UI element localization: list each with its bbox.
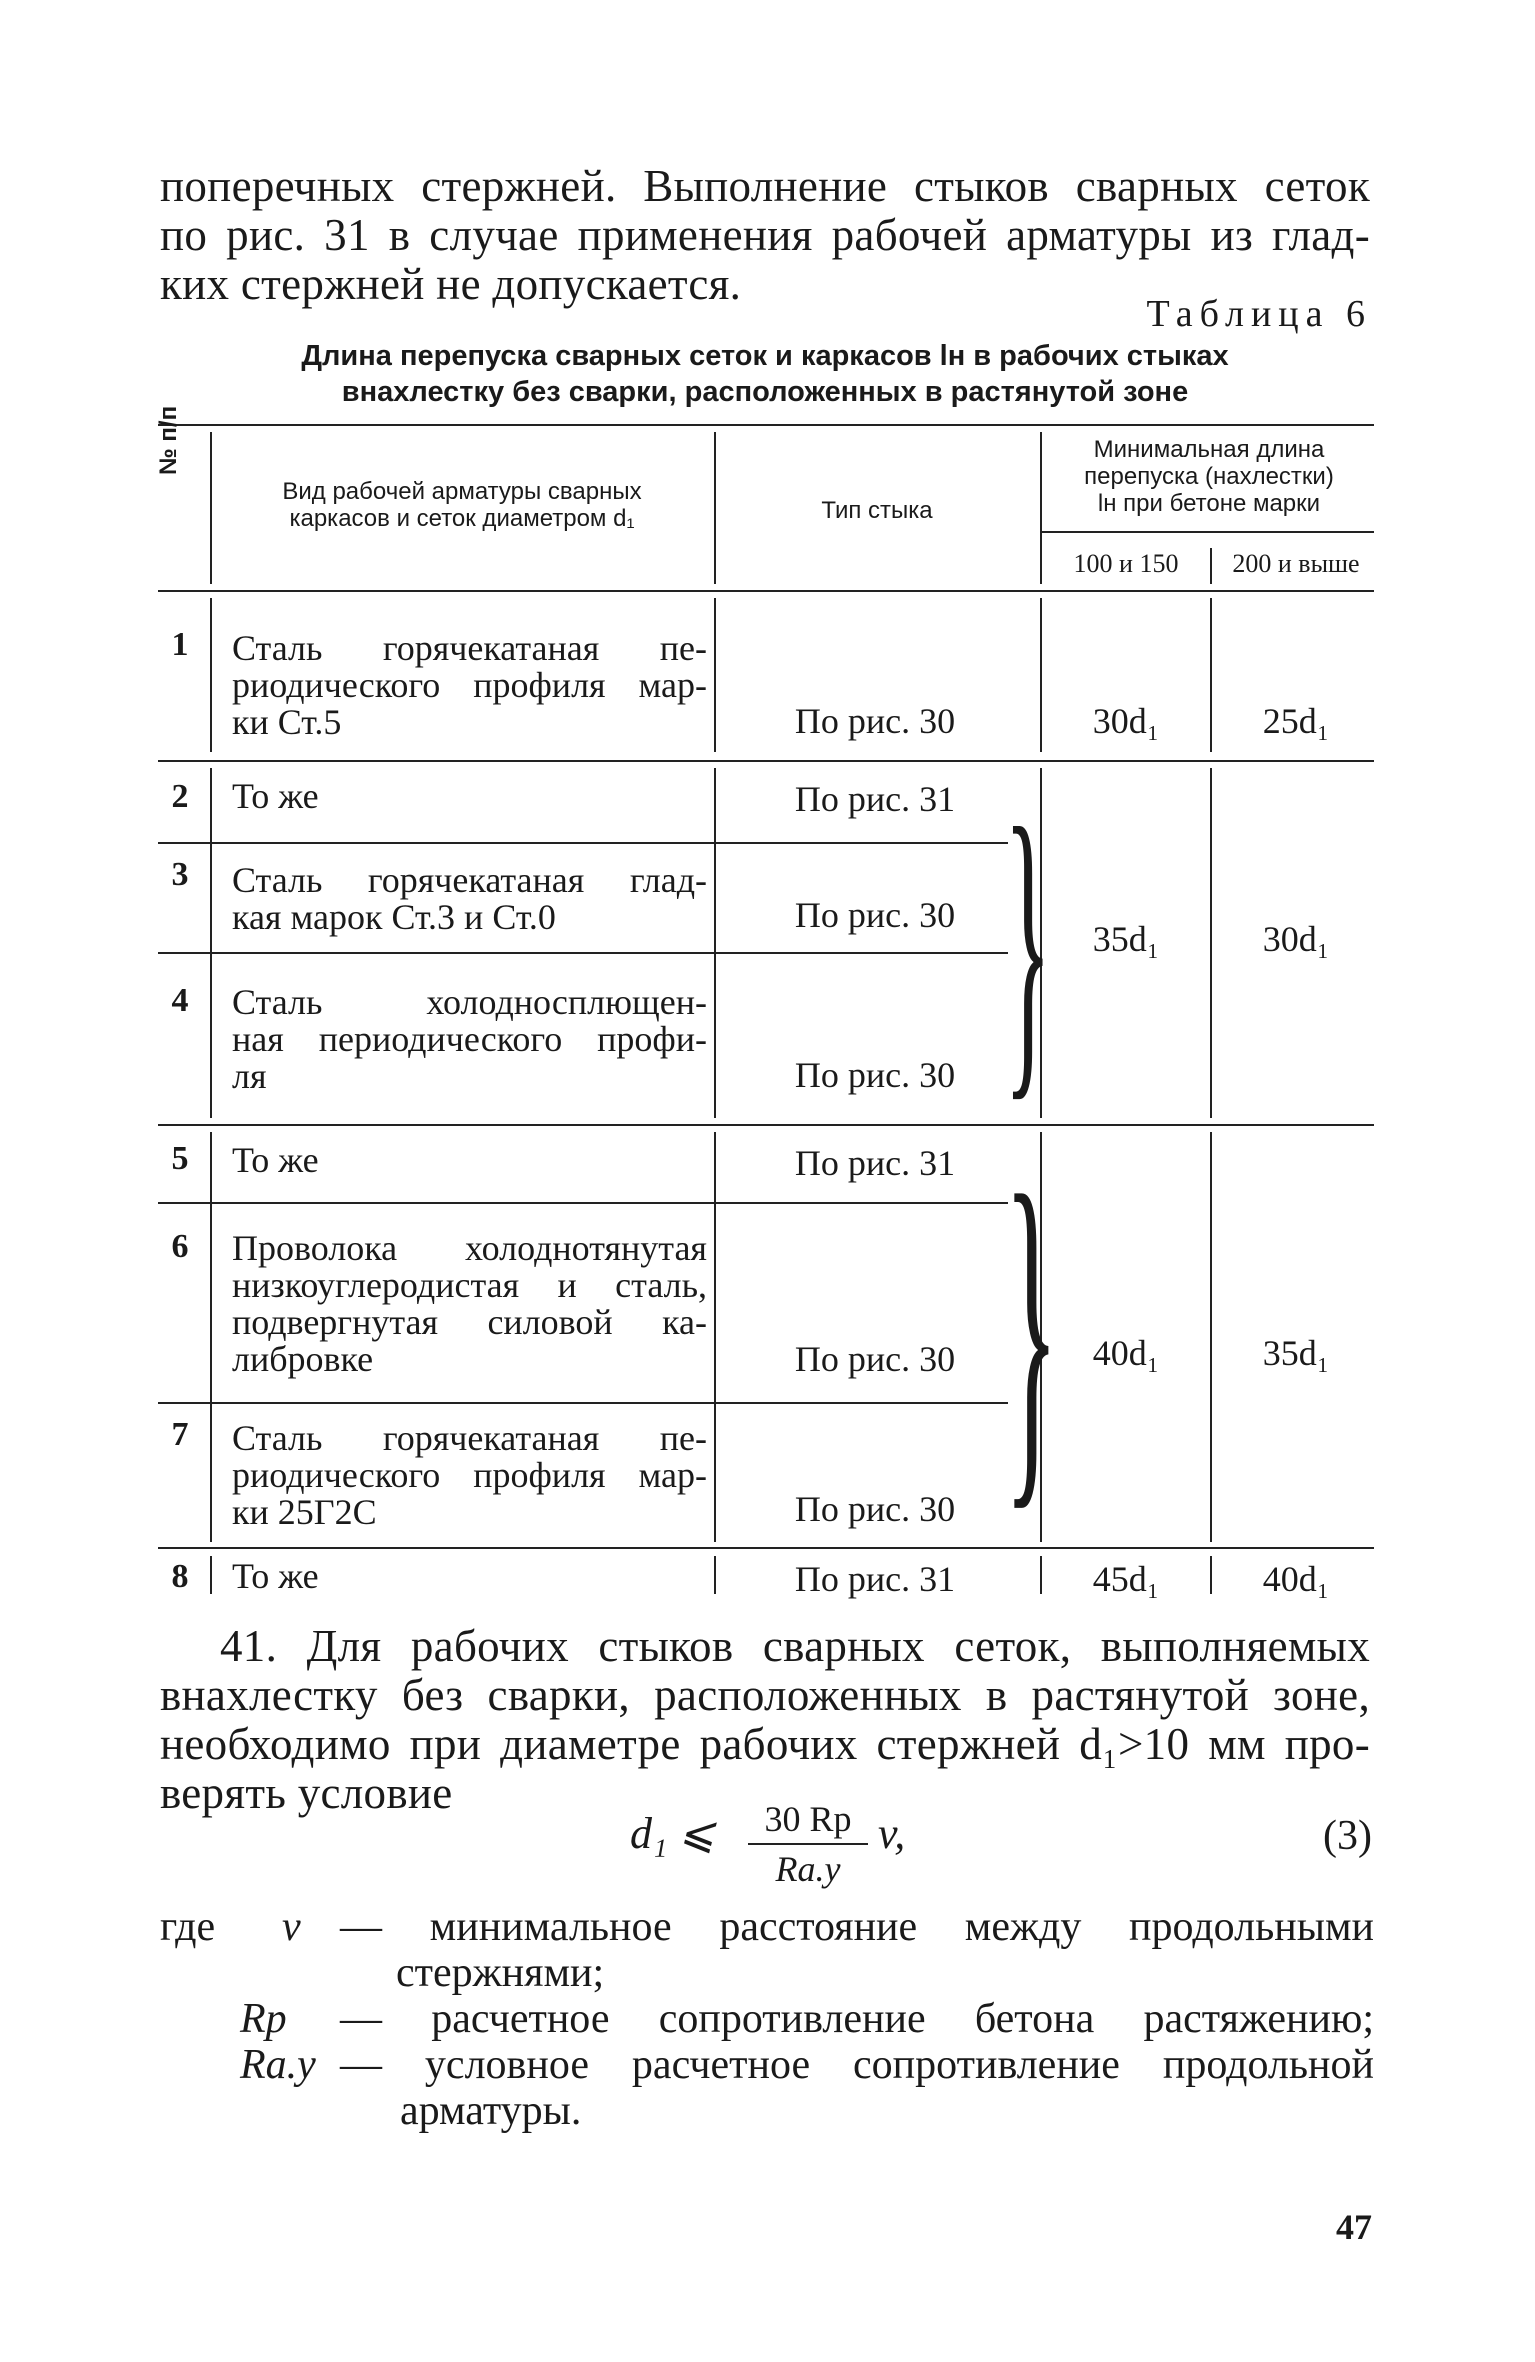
row-desc — [232, 1420, 707, 1531]
row-desc — [232, 1558, 707, 1595]
row-desc-line: кая марок Ст.3 и Ст.0 — [232, 897, 556, 937]
row-number: 6 — [171, 1228, 189, 1265]
para41-line: 41. Для рабочих стыков сварных сеток, выполняемых — [220, 1621, 1370, 1671]
header-grade-b: 200 и выше — [1232, 549, 1360, 578]
row-number: 8 — [171, 1558, 189, 1595]
intro-line: по рис. 31 в случае применения рабочей арматуры из глад- — [160, 210, 1370, 260]
group-len-b: 30d₁ — [1262, 919, 1330, 959]
table-caption-line: внахлестку без сварки, расположенных в растянутой зоне — [341, 376, 1189, 408]
para41-line: верять условие — [160, 1768, 453, 1818]
row-desc-line: Проволока холоднотянутая — [232, 1228, 707, 1268]
para41-line: необходимо при диаметре рабочих стержней d₁>10 мм про- — [160, 1719, 1370, 1769]
row-desc-line: низкоуглеродистая и сталь, — [232, 1265, 707, 1305]
row-number: 1 — [171, 626, 189, 663]
row-desc-line: ки Ст.5 — [232, 702, 342, 742]
group-len-a: 30d₁ — [1092, 701, 1160, 741]
header-type: Тип стыка — [821, 497, 933, 524]
row-type: По рис. 30 — [794, 1489, 956, 1529]
header-grade-a: 100 и 150 — [1073, 549, 1179, 578]
row-desc-line: ки 25Г2С — [232, 1492, 377, 1532]
row-type: По рис. 30 — [794, 701, 956, 741]
where-symbol: Rр — [240, 1996, 287, 2042]
header-kind — [222, 478, 702, 532]
row-number: 2 — [171, 778, 189, 815]
header-minlen — [1044, 436, 1374, 517]
row-desc-line: подвергнутая силовой ка- — [232, 1302, 707, 1342]
row-desc-line: Сталь горячекатаная пе- — [232, 1418, 707, 1458]
group-len-a: 45d₁ — [1092, 1559, 1160, 1599]
header-minlen-line: lн при бетоне марки — [1097, 490, 1321, 517]
row-desc — [232, 984, 707, 1095]
intro-line: поперечных стержней. Выполнение стыков сварных сеток — [160, 161, 1370, 211]
header-minlen-line: Минимальная длина — [1093, 436, 1325, 463]
formula-numerator: 30 Rр — [748, 1798, 868, 1845]
row-type: По рис. 31 — [794, 1143, 956, 1183]
row-number: 5 — [171, 1140, 189, 1177]
row-number: 7 — [171, 1416, 189, 1453]
where-definition-cont: арматуры. — [400, 2088, 582, 2134]
header-kind-line: каркасов и сеток диаметром d₁ — [289, 505, 635, 532]
formula-lhs: d₁ ⩽ — [630, 1809, 716, 1858]
group-len-b: 25d₁ — [1262, 701, 1330, 741]
row-desc-line: риодического профиля мар- — [232, 1455, 707, 1495]
row-type: По рис. 30 — [794, 1055, 956, 1095]
group-len-a: 40d₁ — [1092, 1333, 1160, 1373]
group-len-b: 35d₁ — [1262, 1333, 1330, 1373]
row-type: По рис. 30 — [794, 1339, 956, 1379]
page-number: 47 — [1336, 2207, 1372, 2247]
row-desc — [232, 778, 707, 815]
where-definition-cont: стержнями; — [396, 1950, 605, 1996]
header-num: № п/п — [155, 405, 182, 475]
row-type: По рис. 30 — [794, 895, 956, 935]
formula-fraction — [748, 1798, 868, 1890]
row-desc — [232, 1230, 707, 1378]
row-desc-line: Сталь холодносплющен- — [232, 982, 707, 1022]
row-desc-line: либровке — [232, 1339, 374, 1379]
row-type: По рис. 31 — [794, 779, 956, 819]
equation-number: (3) — [1323, 1813, 1372, 1859]
row-desc — [232, 1142, 707, 1179]
where-definition: — минимальное расстояние между продольными — [340, 1904, 1374, 1950]
row-desc-line: То же — [232, 776, 319, 816]
row-desc-line: Сталь горячекатаная глад- — [232, 860, 707, 900]
formula-rhs: v, — [878, 1809, 906, 1858]
brace-icon: } — [1004, 1119, 1059, 1540]
row-desc-line: ля — [232, 1056, 267, 1096]
where-symbol: v — [282, 1904, 301, 1950]
where-definition: — расчетное сопротивление бетона растяжению; — [340, 1996, 1374, 2042]
paragraph-41 — [160, 1622, 1370, 1818]
row-desc-line: Сталь горячекатаная пе- — [232, 628, 707, 668]
table-caption-line: Длина перепуска сварных сеток и каркасов lн в рабочих стыках — [301, 340, 1229, 372]
para41-line: внахлестку без сварки, расположенных в растянутой зоне, — [160, 1670, 1370, 1720]
header-kind-line: Вид рабочей арматуры сварных — [282, 478, 642, 505]
where-definition: — условное расчетное сопротивление продольной — [340, 2042, 1374, 2088]
formula-denominator: Rа.у — [775, 1849, 841, 1889]
row-number: 3 — [171, 856, 189, 893]
group-len-a: 35d₁ — [1092, 919, 1160, 959]
row-desc-line: ная периодического профи- — [232, 1019, 707, 1059]
where-word: где — [160, 1904, 216, 1950]
brace-icon: } — [1004, 762, 1052, 1127]
table-label: Таблица 6 — [1146, 293, 1372, 335]
header-minlen-line: перепуска (нахлестки) — [1084, 463, 1334, 490]
row-number: 4 — [171, 982, 189, 1019]
row-type: По рис. 31 — [794, 1559, 956, 1599]
row-desc-line: риодического профиля мар- — [232, 665, 707, 705]
row-desc — [232, 630, 707, 741]
group-len-b: 40d₁ — [1262, 1559, 1330, 1599]
row-desc-line: То же — [232, 1140, 319, 1180]
intro-line: ких стержней не допускается. — [160, 259, 742, 309]
row-desc — [232, 862, 707, 936]
where-symbol: Rа.у — [240, 2042, 316, 2088]
row-desc-line: То же — [232, 1556, 319, 1596]
